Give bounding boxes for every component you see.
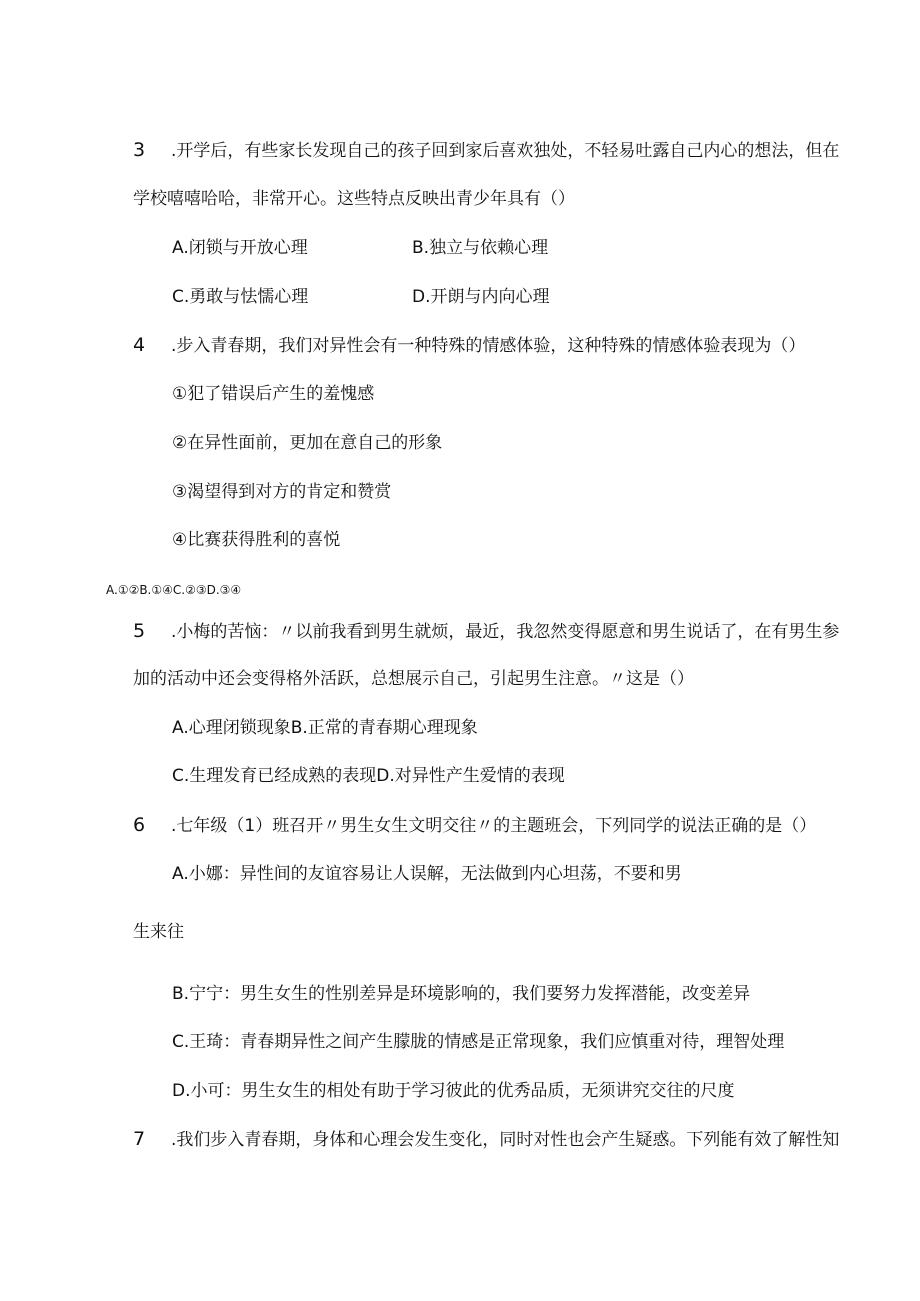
question-text: .七年级（1）班召开〃男生女生文明交往〃的主题班会，下列同学的说法正确的是（） xyxy=(171,816,817,836)
question-5-stem-line1 xyxy=(133,619,839,644)
question-number: 4 xyxy=(133,334,146,356)
statement-2: ②在异性面前，更加在意自己的形象 xyxy=(172,433,443,453)
option-c: C.勇敢与怯懦心理 xyxy=(172,287,309,307)
option-a: A.闭锁与开放心理 xyxy=(172,238,308,258)
option-d: D.开朗与内向心理 xyxy=(412,287,550,307)
question-3-stem-line1 xyxy=(133,138,839,163)
question-number: 7 xyxy=(133,1128,146,1150)
question-number: 5 xyxy=(133,620,146,642)
option-a: A.小娜：异性间的友谊容易让人误解，无法做到内心坦荡，不要和男 xyxy=(172,864,682,884)
option-b: B.独立与依赖心理 xyxy=(412,238,549,258)
question-text: .步入青春期，我们对异性会有一种特殊的情感体验，这种特殊的情感体验表现为（） xyxy=(171,336,806,356)
question-text: .开学后，有些家长发现自己的孩子回到家后喜欢独处，不轻易吐露自己内心的想法，但在 xyxy=(171,141,840,161)
option-a-continuation: 生来往 xyxy=(133,922,184,942)
question-7-stem xyxy=(133,1127,839,1152)
statement-1: ①犯了错误后产生的羞愧感 xyxy=(172,384,375,404)
option-d: D.小可：男生女生的相处有助于学习彼此的优秀品质，无须讲究交往的尺度 xyxy=(172,1081,735,1101)
question-4-stem xyxy=(133,333,805,358)
question-number: 6 xyxy=(133,814,146,836)
question-5-stem-line2: 加的活动中还会变得格外活跃，总想展示自己，引起男生注意。〃这是（） xyxy=(133,669,694,689)
question-4-options: A.①②B.①④C.②③D.③④ xyxy=(106,583,242,597)
question-5-options-line2: C.生理发育已经成熟的表现D.对异性产生爱情的表现 xyxy=(172,766,565,786)
statement-3: ③渴望得到对方的肯定和赞赏 xyxy=(172,482,392,502)
statement-4: ④比赛获得胜利的喜悦 xyxy=(172,530,341,550)
option-b: B.宁宁：男生女生的性别差异是环境影响的，我们要努力发挥潜能，改变差异 xyxy=(172,984,751,1004)
question-number: 3 xyxy=(133,139,146,161)
question-6-stem xyxy=(133,813,816,838)
question-text: .小梅的苦恼：〃以前我看到男生就烦，最近，我忽然变得愿意和男生说话了，在有男生参 xyxy=(171,622,840,642)
question-3-stem-line2: 学校嘻嘻哈哈，非常开心。这些特点反映出青少年具有（） xyxy=(133,189,575,209)
option-c: C.王琦：青春期异性之间产生朦胧的情感是正常现象，我们应慎重对待，理智处理 xyxy=(172,1032,785,1052)
question-text: .我们步入青春期，身体和心理会发生变化，同时对性也会产生疑惑。下列能有效了解性知 xyxy=(171,1130,840,1150)
question-5-options-line1: A.心理闭锁现象B.正常的青春期心理现象 xyxy=(172,718,478,738)
